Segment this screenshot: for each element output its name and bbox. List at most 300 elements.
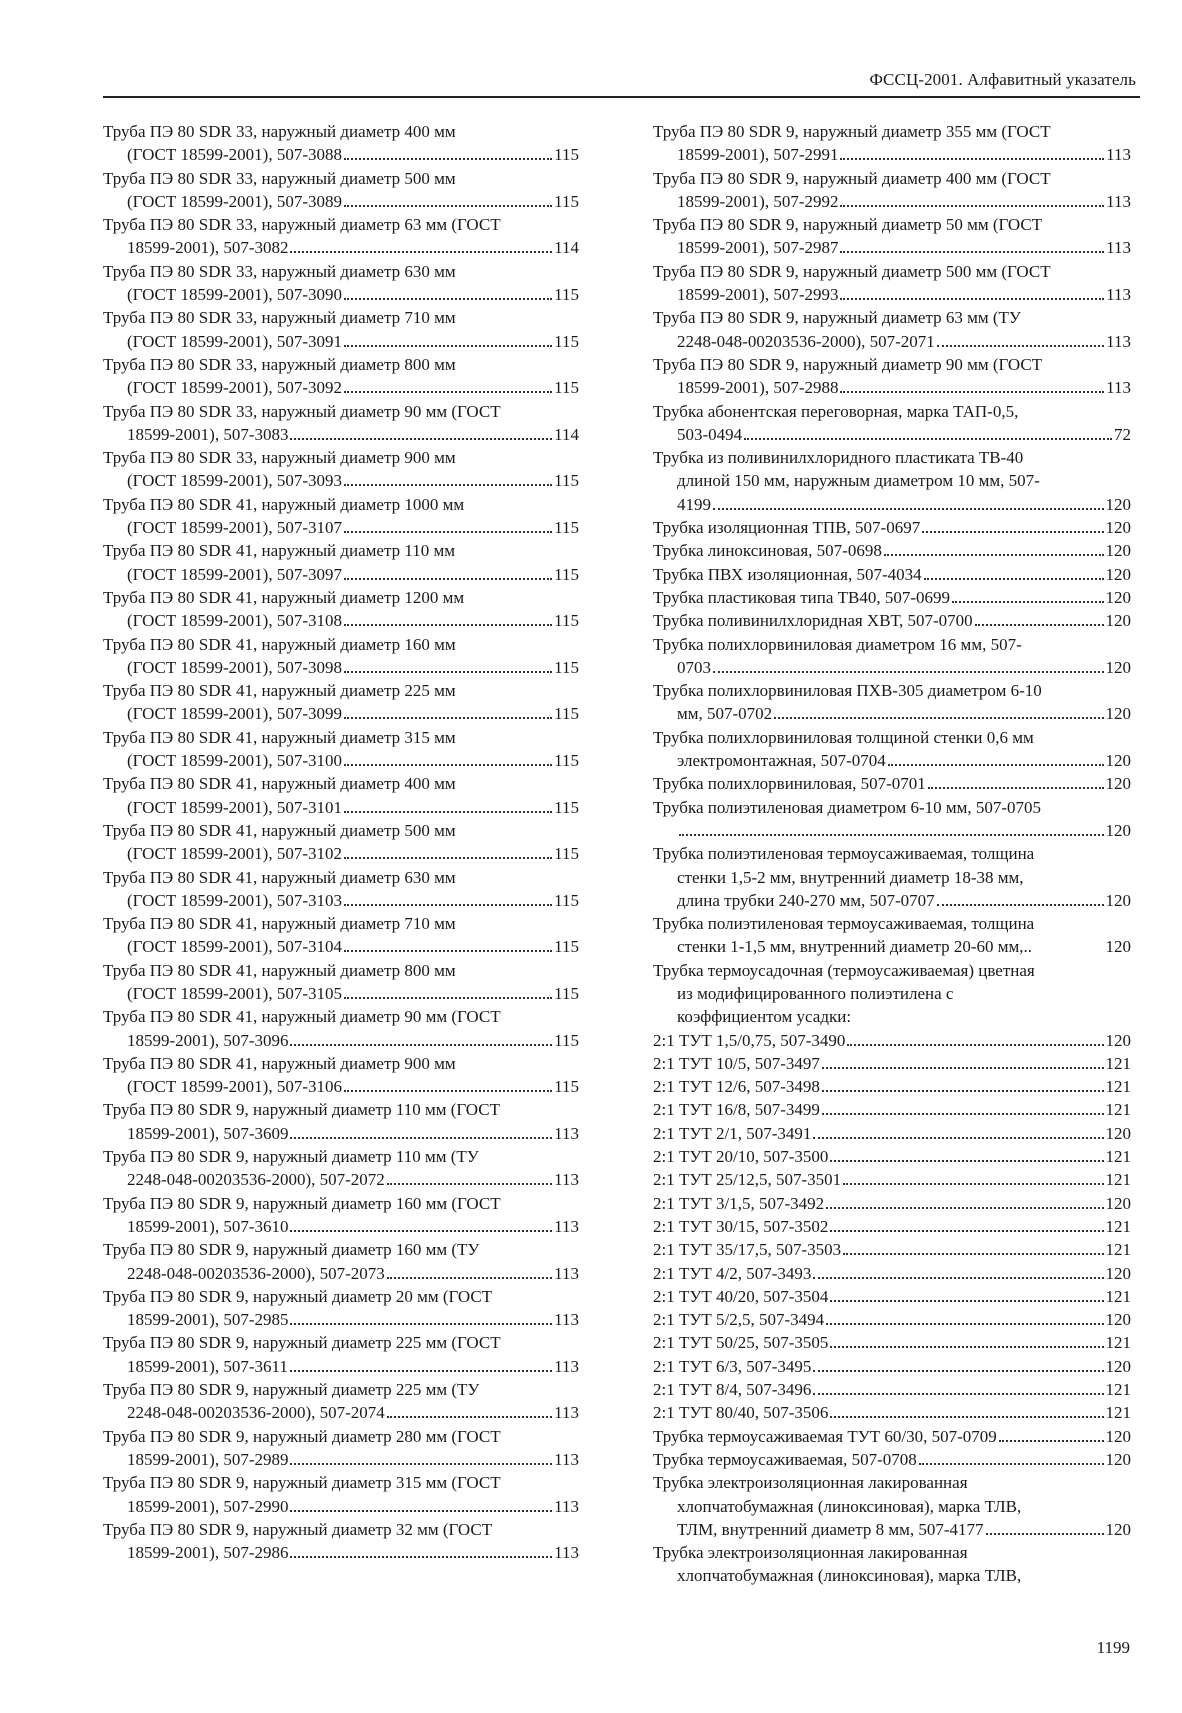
entry-last-line: [103, 190, 579, 213]
entry-last-line: [653, 1401, 1131, 1424]
dot-leader: [919, 1451, 1104, 1465]
index-entry: [653, 1145, 1131, 1168]
entry-last-line: [103, 842, 579, 865]
dot-leader: [813, 1381, 1103, 1395]
entry-text-line: Труба ПЭ 80 SDR 41, наружный диаметр 90 мм (ГОСТ: [103, 1007, 501, 1027]
entry-last-line: [653, 1075, 1131, 1098]
entry-page-number: 115: [554, 1077, 579, 1097]
entry-text-line: Трубка полихлорвиниловая толщиной стенки 0,6 мм: [653, 727, 1034, 747]
index-entry: [653, 586, 1131, 609]
entry-last-line: [653, 1518, 1131, 1541]
entry-text-line: Трубка полиэтиленовая термоусаживаемая, толщина: [653, 844, 1035, 864]
entry-text: 2:1 ТУТ 20/10, 507-3500: [653, 1147, 829, 1167]
entry-text: ТЛМ, внутренний диаметр 8 мм, 507-4177: [677, 1519, 984, 1539]
index-entry: [653, 1425, 1131, 1448]
dot-leader: [813, 1264, 1103, 1278]
entry-text: длина трубки 240-270 мм, 507-0707: [677, 890, 935, 910]
entry-text-line: Труба ПЭ 80 SDR 41, наружный диаметр 400 мм: [103, 774, 456, 794]
entry-page-number: 113: [554, 1543, 579, 1563]
entry-text-line: Труба ПЭ 80 SDR 41, наружный диаметр 800 мм: [103, 960, 456, 980]
entry-page-number: 120: [1105, 1356, 1131, 1376]
entry-text-line: Труба ПЭ 80 SDR 9, наружный диаметр 160 мм (ГОСТ: [103, 1193, 501, 1213]
entry-text: Трубка изоляционная ТПВ, 507-0697: [653, 518, 921, 538]
entry-last-line: [103, 423, 579, 446]
entry-text: 18599-2001), 507-2992: [677, 191, 839, 211]
index-entry: [103, 1005, 579, 1052]
index-entry: [103, 1518, 579, 1565]
entry-text: электромонтажная, 507-0704: [677, 751, 886, 771]
entry-last-line: [653, 493, 1131, 516]
dot-leader: [344, 519, 552, 533]
dot-leader: [290, 239, 552, 253]
entry-last-line: [103, 143, 579, 166]
index-entry: [653, 1308, 1131, 1331]
dot-leader: [822, 1078, 1104, 1092]
entry-page-number: 113: [554, 1216, 579, 1236]
entry-text: (ГОСТ 18599-2001), 507-3088: [127, 145, 343, 165]
entry-page-number: 120: [1105, 1123, 1131, 1143]
entry-text: 2:1 ТУТ 12/6, 507-3498: [653, 1077, 820, 1097]
entry-last-line: [653, 1168, 1131, 1191]
entry-last-line: [103, 1448, 579, 1471]
entry-text-line: Труба ПЭ 80 SDR 9, наружный диаметр 32 мм (ГОСТ: [103, 1519, 493, 1539]
index-entry: [653, 167, 1131, 214]
index-entry: [653, 1448, 1131, 1471]
index-entry: [103, 120, 579, 167]
entry-text: (ГОСТ 18599-2001), 507-3100: [127, 751, 343, 771]
entry-text: 18599-2001), 507-3611: [127, 1356, 288, 1376]
dot-leader: [344, 332, 552, 346]
dot-leader: [290, 1358, 552, 1372]
dot-leader: [344, 985, 552, 999]
entry-text: 2:1 ТУТ 10/5, 507-3497: [653, 1053, 820, 1073]
entry-last-line: [653, 656, 1131, 679]
index-entry: [653, 1355, 1131, 1378]
entry-page-number: 113: [554, 1356, 579, 1376]
entry-last-line: [653, 1052, 1131, 1075]
entry-last-line: [653, 1098, 1131, 1121]
index-entry: [653, 1331, 1131, 1354]
entry-text-line: Труба ПЭ 80 SDR 9, наружный диаметр 400 мм (ГОСТ: [653, 168, 1051, 188]
entry-last-line: [103, 796, 579, 819]
entry-last-line: [103, 1355, 579, 1378]
dot-leader: [986, 1521, 1104, 1535]
entry-text-line: Труба ПЭ 80 SDR 41, наружный диаметр 160 мм: [103, 634, 456, 654]
index-entry: [653, 842, 1131, 912]
entry-last-line: [103, 1168, 579, 1191]
entry-text-line: Трубка электроизоляционная лакированная: [653, 1473, 968, 1493]
entry-text: (ГОСТ 18599-2001), 507-3107: [127, 518, 343, 538]
dot-leader: [713, 496, 1104, 510]
entry-text-line: Труба ПЭ 80 SDR 33, наружный диаметр 90 мм (ГОСТ: [103, 401, 501, 421]
entry-text: (ГОСТ 18599-2001), 507-3097: [127, 564, 343, 584]
dot-leader: [843, 1241, 1103, 1255]
index-entry: [653, 539, 1131, 562]
entry-text: 503-0494: [677, 424, 743, 444]
entry-last-line: [103, 330, 579, 353]
index-entry: [653, 1098, 1131, 1121]
dot-leader: [344, 1078, 552, 1092]
entry-text: 2248-048-00203536-2000), 507-2074: [127, 1403, 385, 1423]
index-column-right: [653, 120, 1131, 1588]
index-entry: [103, 586, 579, 633]
entry-last-line: [653, 563, 1131, 586]
entry-last-line: [103, 376, 579, 399]
entry-last-line: [103, 1029, 579, 1052]
entry-text: 2:1 ТУТ 5/2,5, 507-3494: [653, 1310, 825, 1330]
entry-text-line: из модифицированного полиэтилена с: [677, 983, 954, 1003]
entry-last-line: [103, 1308, 579, 1331]
entry-text: 18599-2001), 507-2989: [127, 1449, 289, 1469]
entry-page-number: 113: [554, 1310, 579, 1330]
dot-leader: [344, 472, 552, 486]
entry-last-line: [653, 283, 1131, 306]
entry-text-line: Труба ПЭ 80 SDR 33, наружный диаметр 630 мм: [103, 261, 456, 281]
entry-last-line: [653, 1238, 1131, 1261]
entry-text: 2:1 ТУТ 4/2, 507-3493: [653, 1263, 812, 1283]
dot-leader: [813, 1125, 1103, 1139]
dot-leader: [290, 426, 552, 440]
entry-text: 2:1 ТУТ 2/1, 507-3491: [653, 1123, 812, 1143]
entry-text: (ГОСТ 18599-2001), 507-3092: [127, 378, 343, 398]
entry-page-number: 113: [1106, 285, 1131, 305]
index-entry: [103, 679, 579, 726]
entry-page-number: 121: [1105, 1216, 1131, 1236]
entry-text-line: Труба ПЭ 80 SDR 41, наружный диаметр 110 мм: [103, 541, 455, 561]
entry-text-line: Труба ПЭ 80 SDR 33, наружный диаметр 500 мм: [103, 168, 456, 188]
index-entry: [103, 1098, 579, 1145]
entry-last-line: [653, 1029, 1131, 1052]
dot-leader: [822, 1055, 1104, 1069]
dot-leader: [290, 1125, 552, 1139]
entry-page-number: 115: [554, 890, 579, 910]
entry-page-number: 120: [1105, 657, 1131, 677]
dot-leader: [290, 1544, 552, 1558]
entry-page-number: 120: [1105, 564, 1131, 584]
entry-text-line: Труба ПЭ 80 SDR 41, наружный диаметр 500 мм: [103, 820, 456, 840]
entry-text: 18599-2001), 507-2985: [127, 1310, 289, 1330]
index-entry: [653, 796, 1131, 843]
entry-page-number: 115: [554, 145, 579, 165]
entry-text: (ГОСТ 18599-2001), 507-3106: [127, 1077, 343, 1097]
entry-text: 2248-048-00203536-2000), 507-2073: [127, 1263, 385, 1283]
entry-page-number: 120: [1105, 611, 1131, 631]
entry-text-line: Труба ПЭ 80 SDR 9, наружный диаметр 20 мм (ГОСТ: [103, 1286, 493, 1306]
entry-page-number: 121: [1105, 1147, 1131, 1167]
entry-text-line: хлопчатобумажная (линоксиновая), марка ТЛВ,: [677, 1496, 1022, 1516]
entry-page-number: 114: [554, 424, 579, 444]
entry-page-number: 115: [554, 844, 579, 864]
entry-text-line: Труба ПЭ 80 SDR 9, наружный диаметр 315 мм (ГОСТ: [103, 1473, 501, 1493]
index-entry: [653, 1052, 1131, 1075]
entry-text: 4199: [677, 494, 711, 514]
index-entry: [653, 306, 1131, 353]
index-entry: [653, 1471, 1131, 1541]
index-entry: [103, 633, 579, 680]
entry-text-line: Трубка электроизоляционная лакированная: [653, 1543, 968, 1563]
index-entry: [103, 912, 579, 959]
index-entry: [653, 1192, 1131, 1215]
dot-leader: [344, 752, 552, 766]
entry-text-line: Труба ПЭ 80 SDR 9, наружный диаметр 160 мм (ТУ: [103, 1240, 480, 1260]
index-entry: [103, 1471, 579, 1518]
entry-text: (ГОСТ 18599-2001), 507-3102: [127, 844, 343, 864]
entry-last-line: [653, 1262, 1131, 1285]
entry-text: 2:1 ТУТ 40/20, 507-3504: [653, 1286, 829, 1306]
entry-page-number: 115: [554, 751, 579, 771]
dot-leader: [822, 1101, 1104, 1115]
entry-text: 18599-2001), 507-2993: [677, 285, 839, 305]
entry-page-number: 120: [1105, 937, 1131, 957]
entry-page-number: 120: [1105, 1310, 1131, 1330]
entry-text: Трубка линоксиновая, 507-0698: [653, 541, 882, 561]
entry-page-number: 121: [1105, 1333, 1131, 1353]
entry-text-line: Труба ПЭ 80 SDR 33, наружный диаметр 800 мм: [103, 354, 456, 374]
entry-page-number: 115: [554, 564, 579, 584]
dot-leader: [888, 752, 1104, 766]
index-entry: [103, 1378, 579, 1425]
entry-page-number: 115: [554, 378, 579, 398]
index-entry: [653, 353, 1131, 400]
entry-text-line: Труба ПЭ 80 SDR 9, наружный диаметр 355 мм (ГОСТ: [653, 122, 1051, 141]
dot-leader: [999, 1427, 1104, 1441]
entry-last-line: [103, 1122, 579, 1145]
entry-page-number: 120: [1105, 1519, 1131, 1539]
entry-last-line: [103, 1262, 579, 1285]
entry-last-line: [653, 1425, 1131, 1448]
index-entry: [653, 609, 1131, 632]
entry-page-number: 115: [554, 983, 579, 1003]
entry-last-line: [103, 609, 579, 632]
entry-page-number: 120: [1105, 890, 1131, 910]
entry-text: 2:1 ТУТ 25/12,5, 507-3501: [653, 1170, 842, 1190]
entry-last-line: [103, 1075, 579, 1098]
index-entry: [103, 726, 579, 773]
entry-page-number: 121: [1105, 1403, 1131, 1423]
entry-last-line: [103, 935, 579, 958]
index-entry: [653, 400, 1131, 447]
index-entry: [103, 260, 579, 307]
dot-leader: [344, 565, 552, 579]
entry-page-number: 120: [1105, 541, 1131, 561]
dot-leader: [774, 705, 1103, 719]
entry-text-line: Трубка полихлорвиниловая диаметром 16 мм, 507-: [653, 634, 1022, 654]
index-entry: [653, 1262, 1131, 1285]
index-entry: [653, 1075, 1131, 1098]
entry-text: 18599-2001), 507-2988: [677, 378, 839, 398]
index-entry: [653, 1285, 1131, 1308]
entry-last-line: [103, 236, 579, 259]
entry-text: (ГОСТ 18599-2001), 507-3104: [127, 937, 343, 957]
entry-last-line: [653, 1331, 1131, 1354]
dot-leader: [924, 565, 1104, 579]
entry-text: 18599-2001), 507-2991: [677, 145, 839, 165]
entry-text: Трубка пластиковая типа ТВ40, 507-0699: [653, 587, 951, 607]
entry-last-line: [103, 283, 579, 306]
entry-page-number: 115: [554, 704, 579, 724]
entry-last-line: [653, 539, 1131, 562]
entry-last-line: [653, 1122, 1131, 1145]
entry-page-number: 113: [554, 1449, 579, 1469]
dot-leader: [843, 1171, 1103, 1185]
entry-last-line: [653, 1355, 1131, 1378]
entry-last-line: [653, 190, 1131, 213]
entry-last-line: [103, 1215, 579, 1238]
entry-last-line: [653, 1448, 1131, 1471]
index-entry: [653, 726, 1131, 773]
entry-text-line: Труба ПЭ 80 SDR 41, наружный диаметр 1000 мм: [103, 494, 465, 514]
running-header: [103, 70, 1140, 98]
entry-text: 2:1 ТУТ 8/4, 507-3496: [653, 1380, 812, 1400]
dot-leader: [840, 286, 1104, 300]
dot-leader: [344, 286, 552, 300]
entry-page-number: 120: [1105, 751, 1131, 771]
entry-text-line: Труба ПЭ 80 SDR 9, наружный диаметр 500 мм (ГОСТ: [653, 261, 1051, 281]
dot-leader: [290, 1218, 552, 1232]
entry-page-number: 120: [1105, 518, 1131, 538]
entry-page-number: 121: [1105, 1100, 1131, 1120]
entry-text-line: Труба ПЭ 80 SDR 9, наружный диаметр 225 мм (ТУ: [103, 1380, 480, 1400]
entry-page-number: 120: [1105, 1193, 1131, 1213]
entry-last-line: [103, 982, 579, 1005]
dot-leader: [830, 1148, 1103, 1162]
dot-leader: [713, 659, 1104, 673]
entry-page-number: 121: [1105, 1240, 1131, 1260]
dot-leader: [290, 1497, 552, 1511]
entry-text: 2:1 ТУТ 3/1,5, 507-3492: [653, 1193, 825, 1213]
entry-last-line: [103, 469, 579, 492]
index-entry: [653, 1122, 1131, 1145]
entry-text-line: Трубка полихлорвиниловая ПХВ-305 диаметром 6-10: [653, 681, 1042, 701]
entry-page-number: 72: [1114, 424, 1131, 444]
entry-page-number: 115: [554, 331, 579, 351]
index-entry: [103, 1285, 579, 1332]
entry-last-line: [103, 516, 579, 539]
dot-leader: [840, 146, 1104, 160]
index-entry: [103, 959, 579, 1006]
entry-text: 18599-2001), 507-3082: [127, 238, 289, 258]
index-entry: [653, 1168, 1131, 1191]
dot-leader: [840, 239, 1104, 253]
entry-last-line: [653, 1378, 1131, 1401]
entry-last-line: [103, 889, 579, 912]
entry-page-number: 114: [554, 238, 579, 258]
index-entry: [653, 446, 1131, 516]
entry-text: (ГОСТ 18599-2001), 507-3108: [127, 611, 343, 631]
index-entry: [103, 866, 579, 913]
index-entry: [103, 400, 579, 447]
entry-last-line: [103, 1401, 579, 1424]
entry-text: 2248-048-00203536-2000), 507-2072: [127, 1170, 385, 1190]
entry-text-line: Труба ПЭ 80 SDR 41, наружный диаметр 315 мм: [103, 727, 456, 747]
dot-leader: [826, 1194, 1103, 1208]
index-entry: [653, 563, 1131, 586]
entry-text: 18599-2001), 507-2987: [677, 238, 839, 258]
entry-text-line: коэффициентом усадки:: [677, 1007, 852, 1027]
entry-text: 2:1 ТУТ 1,5/0,75, 507-3490: [653, 1030, 846, 1050]
entry-text: 18599-2001), 507-2986: [127, 1543, 289, 1563]
entry-page-number: 121: [1105, 1053, 1131, 1073]
entry-text: (ГОСТ 18599-2001), 507-3103: [127, 890, 343, 910]
entry-text: стенки 1-1,5 мм, внутренний диаметр 20-60 мм,..: [677, 937, 1033, 957]
entry-text-line: Труба ПЭ 80 SDR 41, наружный диаметр 225 мм: [103, 681, 456, 701]
dot-leader: [387, 1404, 552, 1418]
entry-text: (ГОСТ 18599-2001), 507-3105: [127, 983, 343, 1003]
entry-text-line: Труба ПЭ 80 SDR 41, наружный диаметр 710 мм: [103, 914, 456, 934]
entry-text: 18599-2001), 507-3083: [127, 424, 289, 444]
index-entry: [103, 1425, 579, 1472]
entry-page-number: 113: [554, 1496, 579, 1516]
dot-leader: [344, 146, 552, 160]
dot-leader: [937, 892, 1104, 906]
header-title: ФССЦ-2001. Алфавитный указатель: [869, 70, 1136, 89]
index-entry: [103, 1145, 579, 1192]
dot-leader: [830, 1334, 1103, 1348]
entry-last-line: [103, 656, 579, 679]
dot-leader: [830, 1218, 1103, 1232]
entry-last-line: [103, 1495, 579, 1518]
entry-page-number: 113: [1106, 331, 1131, 351]
entry-page-number: 115: [554, 797, 579, 817]
entry-text-line: Труба ПЭ 80 SDR 9, наружный диаметр 90 мм (ГОСТ: [653, 354, 1043, 374]
index-entry: [103, 493, 579, 540]
entry-text-line: Труба ПЭ 80 SDR 41, наружный диаметр 900 мм: [103, 1053, 456, 1073]
entry-page-number: 121: [1105, 1170, 1131, 1190]
entry-last-line: [653, 935, 1131, 958]
entry-page-number: 115: [554, 285, 579, 305]
entry-page-number: 115: [554, 611, 579, 631]
dot-leader: [928, 775, 1104, 789]
dot-leader: [344, 798, 552, 812]
index-entry: [103, 353, 579, 400]
entry-text: 18599-2001), 507-3096: [127, 1030, 289, 1050]
entry-text-line: Труба ПЭ 80 SDR 9, наружный диаметр 63 мм (ТУ: [653, 308, 1021, 328]
dot-leader: [830, 1288, 1103, 1302]
dot-leader: [344, 705, 552, 719]
entry-text: (ГОСТ 18599-2001), 507-3098: [127, 657, 343, 677]
index-entry: [653, 1029, 1131, 1052]
entry-text: 2:1 ТУТ 30/15, 507-3502: [653, 1216, 829, 1236]
entry-text: 2:1 ТУТ 80/40, 507-3506: [653, 1403, 829, 1423]
entry-text: Трубка полихлорвиниловая, 507-0701: [653, 774, 926, 794]
index-entry: [103, 819, 579, 866]
dot-leader: [290, 1451, 552, 1465]
entry-text-line: Труба ПЭ 80 SDR 9, наружный диаметр 225 мм (ГОСТ: [103, 1333, 501, 1353]
index-entry: [653, 1378, 1131, 1401]
dot-leader: [744, 426, 1112, 440]
dot-leader: [344, 659, 552, 673]
entry-text: (ГОСТ 18599-2001), 507-3093: [127, 471, 343, 491]
dot-leader: [387, 1171, 552, 1185]
index-entry: [103, 306, 579, 353]
dot-leader: [952, 589, 1103, 603]
dot-leader: [830, 1404, 1103, 1418]
entry-last-line: [653, 330, 1131, 353]
entry-last-line: [653, 772, 1131, 795]
dot-leader: [975, 612, 1104, 626]
entry-text: мм, 507-0702: [677, 704, 773, 724]
dot-leader: [679, 822, 1104, 836]
entry-text-line: Труба ПЭ 80 SDR 33, наружный диаметр 900 мм: [103, 448, 456, 468]
dot-leader: [884, 542, 1104, 556]
entry-last-line: [653, 609, 1131, 632]
entry-text-line: длиной 150 мм, наружным диаметром 10 мм, 507-: [677, 471, 1040, 491]
dot-leader: [344, 892, 552, 906]
index-entry: [653, 1215, 1131, 1238]
entry-last-line: [653, 516, 1131, 539]
entry-page-number: 120: [1105, 587, 1131, 607]
dot-leader: [344, 193, 552, 207]
